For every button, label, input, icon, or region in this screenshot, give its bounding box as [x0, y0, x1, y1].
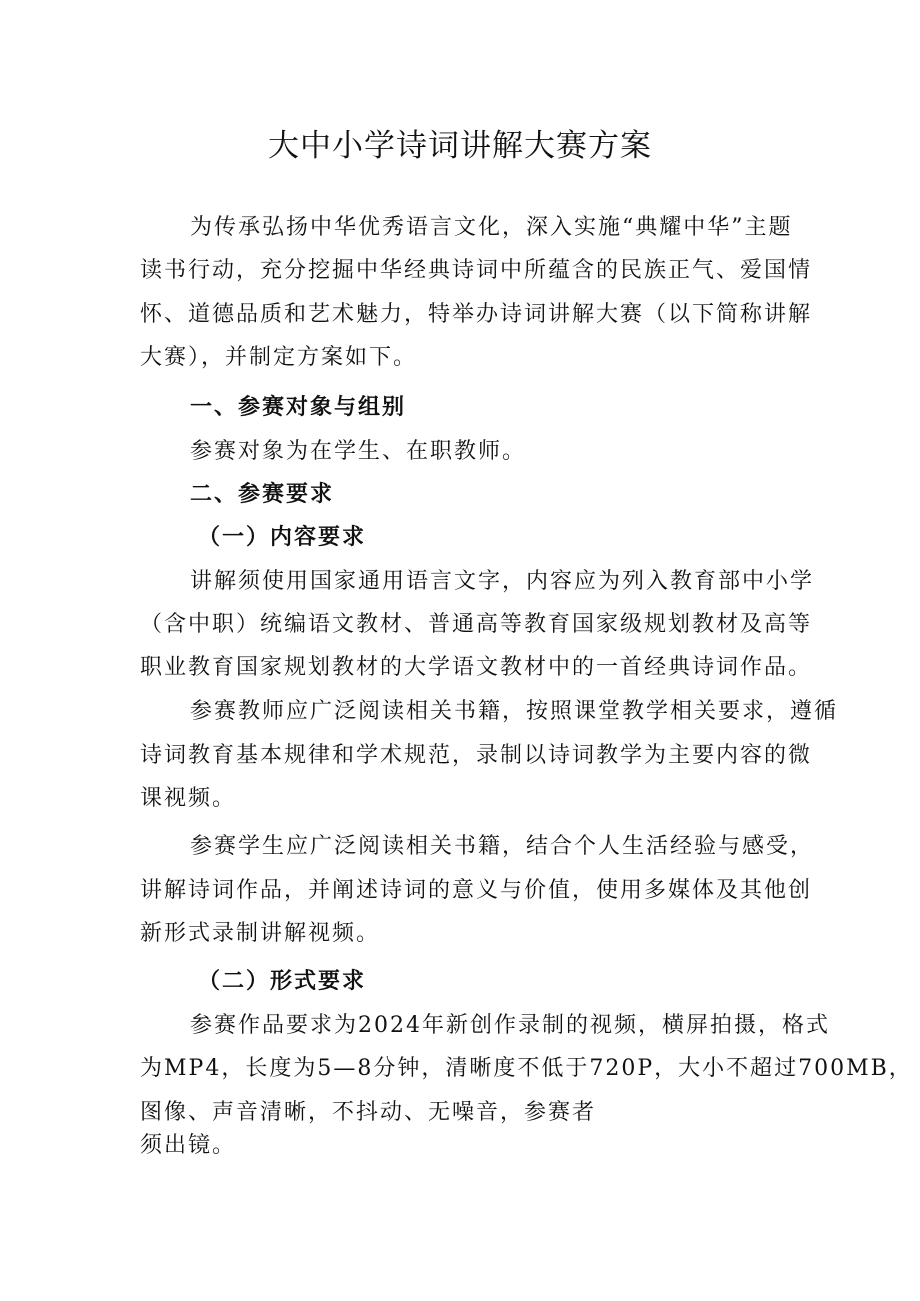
- format-para1-line-2: 为MP4，长度为5—8分钟，清晰度不低于720P，大小不超过700MB，: [140, 1056, 913, 1081]
- subsection-format-heading: （二）形式要求: [198, 969, 367, 994]
- content-para1-line-1: 讲解须使用国家通用语言文字，内容应为列入教育部中小学: [190, 569, 815, 594]
- document-title: 大中小学诗词讲解大赛方案: [268, 128, 652, 164]
- section-1-body: 参赛对象为在学生、在职教师。: [190, 439, 527, 464]
- section-1-heading: 一、参赛对象与组别: [190, 395, 407, 420]
- intro-line-2: 读书行动，充分挖掘中华经典诗词中所蕴含的民族正气、爱国情: [140, 258, 813, 283]
- content-para1-line-3: 职业教育国家规划教材的大学语文教材中的一首经典诗词作品。: [140, 655, 813, 680]
- content-para2-line-3: 课视频。: [140, 786, 237, 811]
- content-para1-line-2: （含中职）统编语文教材、普通高等教育国家级规划教材及高等: [140, 612, 813, 637]
- content-para2-line-2: 诗词教育基本规律和学术规范，录制以诗词教学为主要内容的微: [140, 743, 813, 768]
- content-para2-line-1: 参赛教师应广泛阅读相关书籍，按照课堂教学相关要求，遵循: [190, 699, 839, 724]
- intro-line-4: 大赛），并制定方案如下。: [140, 345, 418, 370]
- intro-line-3: 怀、道德品质和艺术魅力，特举办诗词讲解大赛（以下简称讲解: [140, 302, 813, 327]
- section-2-heading: 二、参赛要求: [190, 482, 335, 507]
- format-para1-line-1: 参赛作品要求为2024年新创作录制的视频，横屏拍摄，格式: [190, 1013, 830, 1038]
- content-para3-line-1: 参赛学生应广泛阅读相关书籍，结合个人生活经验与感受，: [190, 834, 815, 859]
- intro-line-1: 为传承弘扬中华优秀语言文化，深入实施“典耀中华”主题: [190, 215, 793, 240]
- format-para1-line-4: 须出镜。: [140, 1133, 237, 1158]
- format-para1-line-3: 图像、声音清晰，不抖动、无噪音，参赛者: [140, 1100, 597, 1125]
- subsection-content-heading: （一）内容要求: [198, 525, 367, 550]
- content-para3-line-3: 新形式录制讲解视频。: [140, 921, 381, 946]
- content-para3-line-2: 讲解诗词作品，并阐述诗词的意义与价值，使用多媒体及其他创: [140, 878, 813, 903]
